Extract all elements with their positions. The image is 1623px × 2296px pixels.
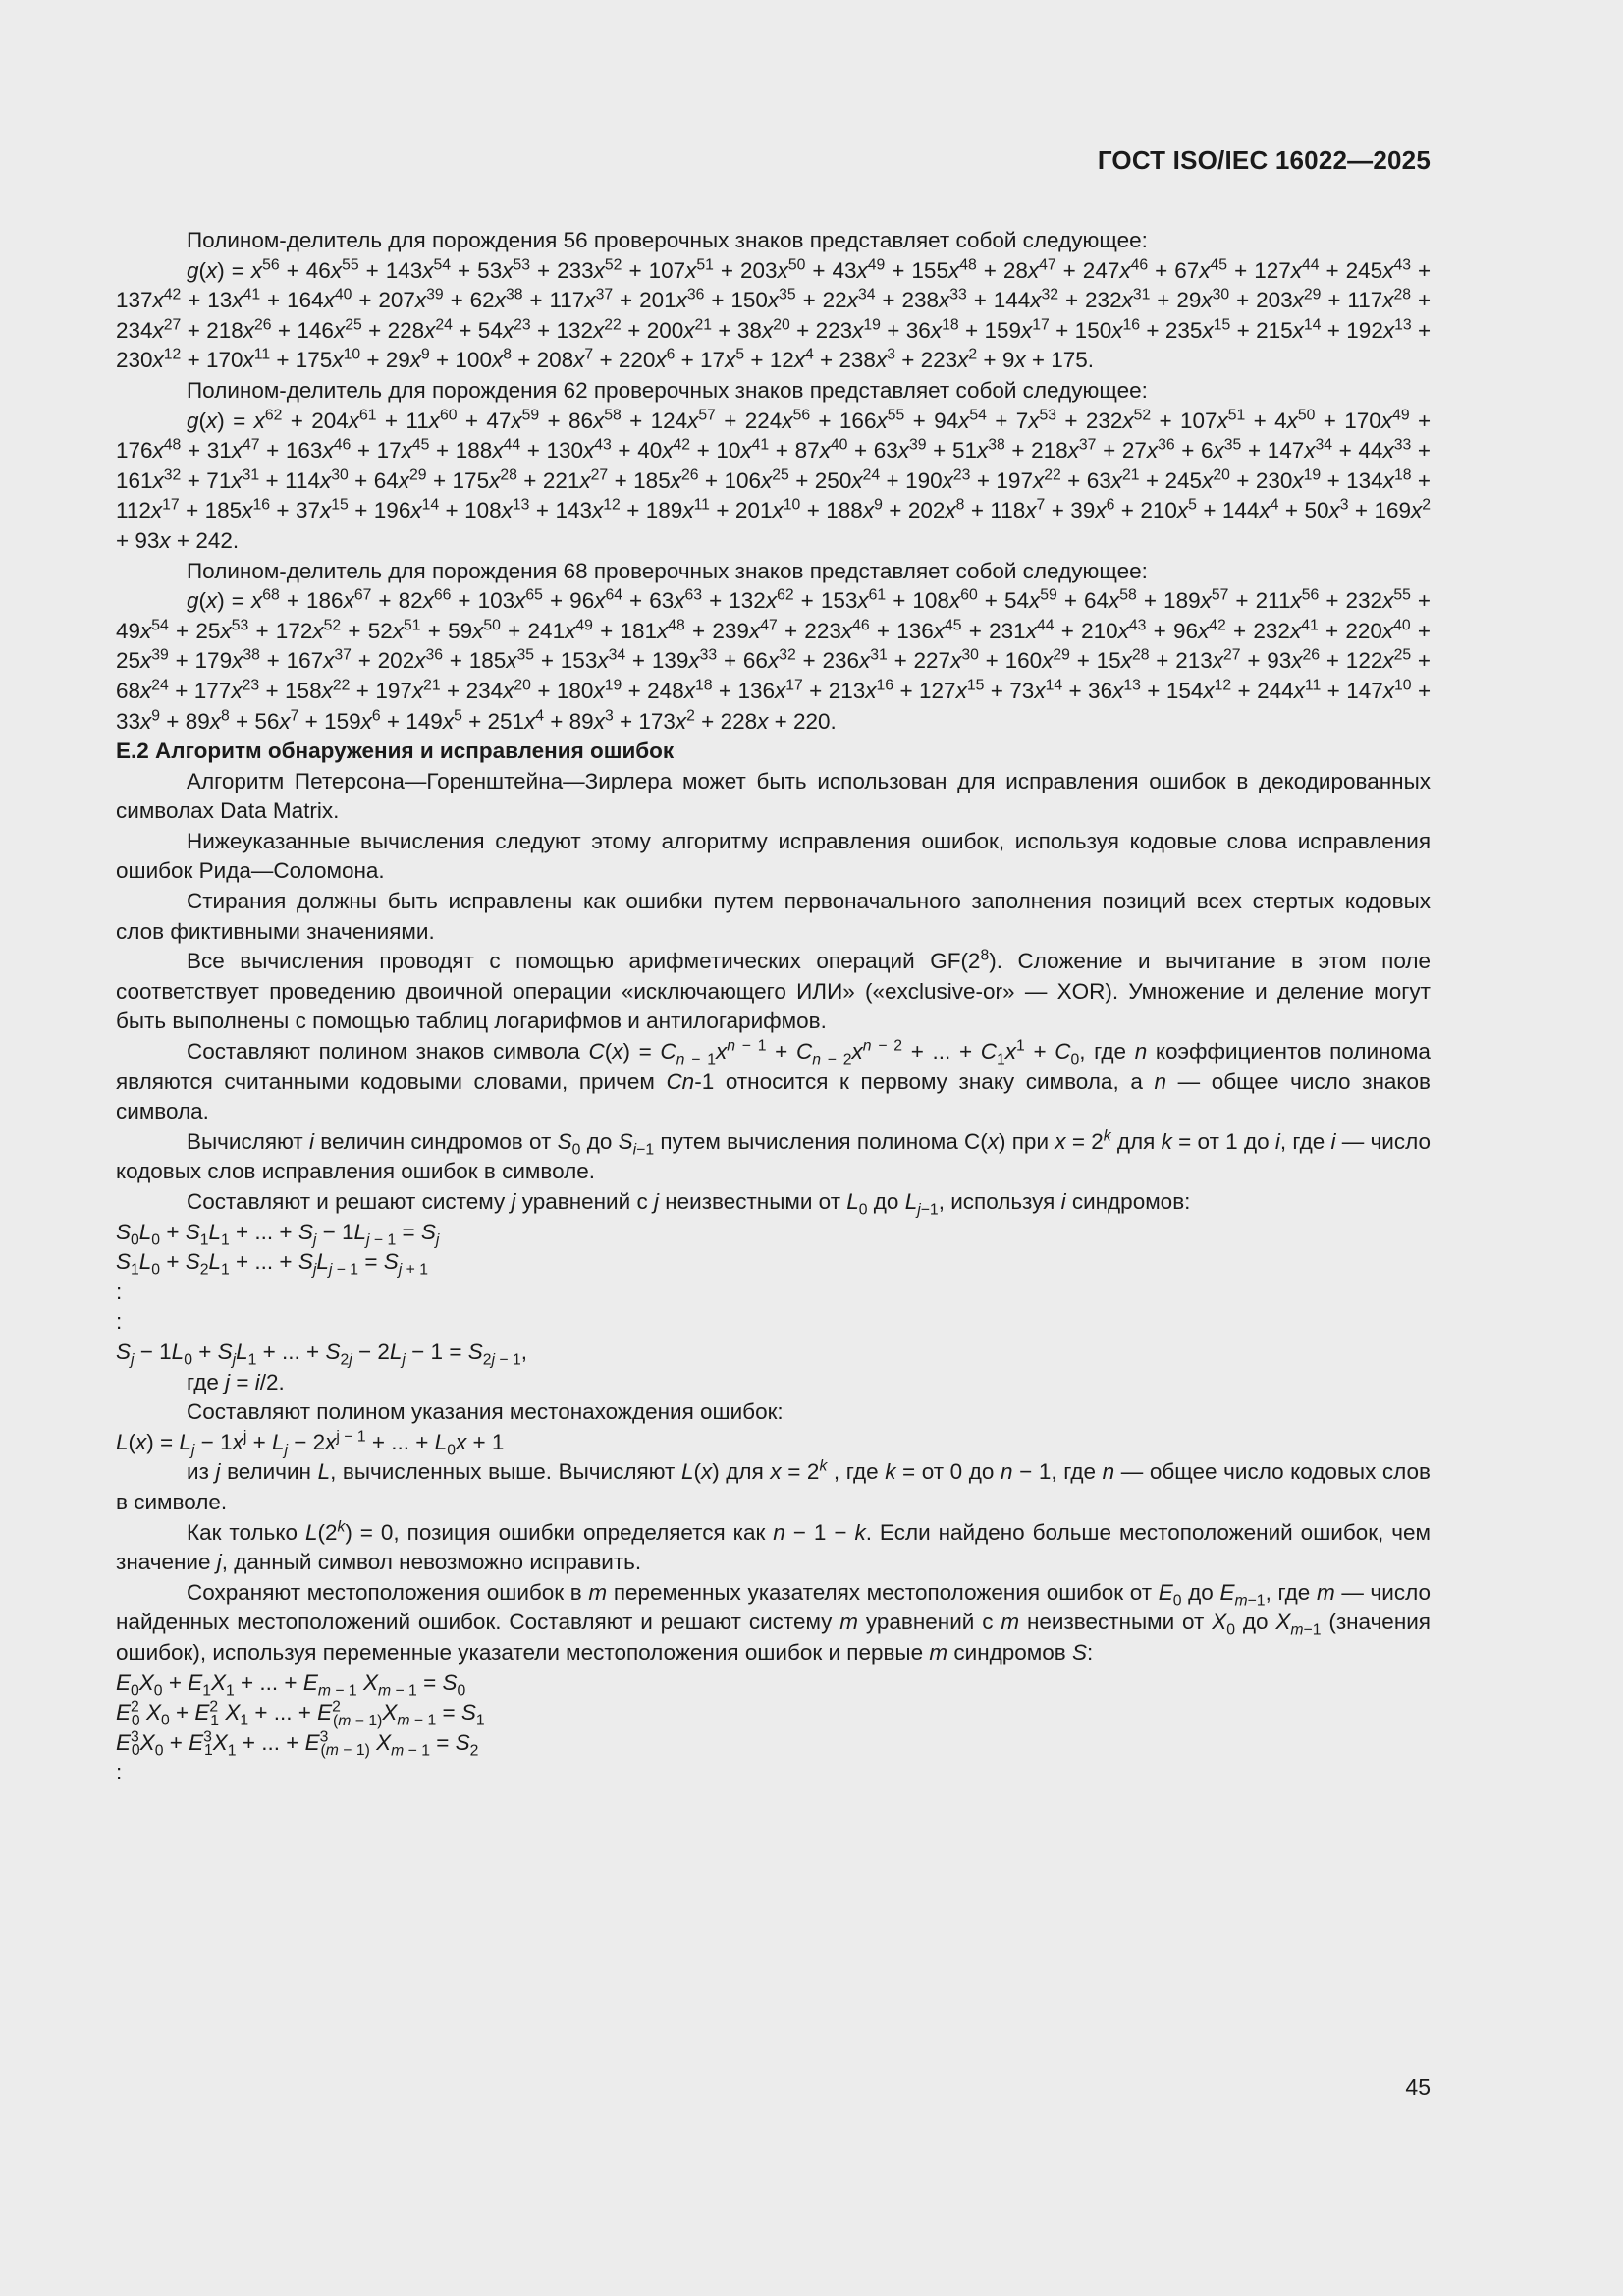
system-ellipsis-1: : <box>116 1279 123 1304</box>
p56-intro: Полином-делитель для порождения 56 проверочных знаков представляет собой следующее: <box>187 228 1148 252</box>
system2-line-1: $E_0X_0 + E_1X_1$ + ... + $E_{m - 1}$ $X_{m - 1} = S_0$ <box>116 1669 466 1699</box>
system-ellipsis-2: : <box>116 1309 123 1335</box>
para-symbol-polynomial: Составляют полином знаков символа $C(x) = C_{n - 1}x^{n - 1} + C_{n - 2}x^{n - 2}$ + ... + $C_1x^1 + C_0$, где n коэффициентов полинома являются считанными кодовыми словами, причем Cn-1 относится к первому знаку символа, а n — общее число знаков символа. <box>116 1037 1431 1124</box>
standard-header: ГОСТ ISO/IEC 16022—2025 <box>1097 145 1431 175</box>
para-algorithm: Алгоритм Петерсона—Горенштейна—Зирлера может быть использован для исправления ошибок в декодированных символах Data Matrix. <box>116 768 1431 824</box>
system2-ellipsis: : <box>116 1760 123 1785</box>
para-calculations: Нижеуказанные вычисления следуют этому алгоритму исправления ошибок, используя кодовые слова исправления ошибок Рида—Соломона. <box>116 828 1431 884</box>
p62-formula: g(x) = $x^{62} + 204x^{61} + 11x^{60} + 47x^{59} + 86x^{58} + 124x^{57} + 224x^{56} + 166x^{55} + 94x^{54} + 7x^{53} + 232x^{52} + 107x^{51} + 4x^{50} + 170x^{49} + 176x^{48} + 31x^{47} + 163x^{46} + 17x^{45} + 188x^{44} + 130x^{43} + 40x^{42} + 10x^{41} + 87x^{40} + 63x^{39} + 51x^{38} + 218x^{37} + 27x^{36} + 6x^{35} + 147x^{34} + 44x^{33} + 161x^{32}$ + $71x^{31} + 114x^{30} + 64x^{29} + 175x^{28} + 221x^{27} + 185x^{26} + 106x^{25} + 250x^{24} + 190x^{23} + 197x^{22} + 63x^{21} + 245x^{20} + 230x^{19} + 134x^{18} + 112x^{17} + 185x^{16} + 37x^{15} + 196x^{14} + 108x^{13} + 143x^{12} + 189x^{11} + 201x^{10} + 188x^9 + 202x^8 + 118x^7 + 39x^6 + 210x^5 + 144x^4 + 50x^3 + 169x^2 + 93x$ + 242. <box>116 407 1432 553</box>
para-locator: Составляют полином указания местонахождения ошибок: <box>187 1399 784 1425</box>
page-number: 45 <box>1405 2074 1431 2100</box>
locator-formula: $L(x) = L_j - 1x^j + L_j - 2x^{j - 1}$ + ... + $L_0x + 1$ <box>116 1428 505 1459</box>
para-evaluate-locator: из j величин L, вычисленных выше. Вычисляют L(x) для $x = 2^k$ , где k = от 0 до n − 1, где n — общее число кодовых слов в символе. <box>116 1457 1432 1514</box>
system2-line-2: $E^2_0$ $X_0 + E^2_1$ $X_1$ + ... + $E^2_{(m - 1)}X_{m - 1} = S_1$ <box>116 1698 485 1729</box>
document-body <box>116 226 1431 1788</box>
system-line-1: $S_0L_0 + S_1L_1$ + ... + $S_j - 1L_{j - 1} = S_j$ <box>116 1219 440 1249</box>
p56-formula: g(x) = $x^{56} + 46x^{55} + 143x^{54} + 53x^{53} + 233x^{52} + 107x^{51} + 203x^{50} + 43x^{49} + 155x^{48} + 28x^{47} + 247x^{46} + 67x^{45} + 127x^{44} + 245x^{43} + 137x^{42} + 13x^{41} + 164x^{40} + 207x^{39} + 62x^{38} + 117x^{37} + 201x^{36} + 150x^{35} + 22x^{34} + 238x^{33} + 144x^{32} + 232x^{31} + 29x^{30} + 203x^{29} + 117x^{28} + 234x^{27} + 218x^{26}$ + $146x^{25} + 228x^{24} + 54x^{23} + 132x^{22} + 200x^{21} + 38x^{20} + 223x^{19} + 36x^{18} + 159x^{17} + 150x^{16} + 235x^{15} + 215x^{14} + 192x^{13} + 230x^{12} + 170x^{11} + 175x^{10} + 29x^9 + 100x^8 + 208x^7 + 220x^6 + 17x^5 + 12x^4 + 238x^3 + 223x^2 + 9x + 175$. <box>116 256 1432 373</box>
para-erasures: Стирания должны быть исправлены как ошибки путем первоначального заполнения позиций всех стертых кодовых слов фиктивными значениями. <box>116 889 1431 944</box>
system2-line-3: $E^3_0X_0 + E^3_1X_1$ + ... + $E^3_{(m - 1)}$ $X_{m - 1} = S_2$ <box>116 1728 479 1760</box>
para-error-position: Как только $L(2^k) = 0$, позиция ошибки определяется как n − 1 − k. Если найдено больше местоположений ошибок, чем значение j, данный символ невозможно исправить. <box>116 1518 1431 1575</box>
where-j: где j = i/2. <box>187 1369 285 1394</box>
p62-intro: Полином-делитель для порождения 62 проверочных знаков представляет собой следующее: <box>187 377 1148 403</box>
system-line-2: $S_1L_0 + S_2L_1$ + ... + $S_jL_{j - 1} = S_{j + 1}$ <box>116 1249 428 1279</box>
p68-intro: Полином-делитель для порождения 68 проверочных знаков представляет собой следующее: <box>187 558 1148 583</box>
para-gf: Все вычисления проводят с помощью арифметических операций $GF(2^8)$. Сложение и вычитание в этом поле соответствует проведению двоичной операции «исключающего ИЛИ» («exclusive-or» — XOR). Умножение и деление могут быть выполнены с помощью таблиц логарифмов и антилогарифмов. <box>116 947 1431 1034</box>
para-error-values: Сохраняют местоположения ошибок в m переменных указателях местоположения ошибок от $E_0$ до $E_{m-1}$, где m — число найденных местоположений ошибок. Составляют и решают систему m уравнений с m неизвестными от $X_0$ до $X_{m-1}$ (значения ошибок), используя переменные указатели местоположения ошибок и первые m синдромов S: <box>116 1579 1431 1665</box>
para-syndromes: Вычисляют i величин синдромов от $S_0$ до $S_{i-1}$ путем вычисления полинома C(x) при $x = 2^k$ для k = от 1 до i, где i — число кодовых слов исправления ошибок в символе. <box>116 1127 1431 1184</box>
system-line-3: $S_j - 1L_0 + S_jL_1$ + ... + $S_{2j} - 2L_j - 1 = S_{2j - 1}$, <box>116 1339 527 1369</box>
section-heading-e2: Е.2 Алгоритм обнаружения и исправления ошибок <box>116 738 675 764</box>
p68-formula: g(x) = $x^{68} + 186x^{67} + 82x^{66} + 103x^{65} + 96x^{64} + 63x^{63} + 132x^{62} + 153x^{61} + 108x^{60} + 54x^{59} + 64x^{58} + 189x^{57} + 211x^{56} + 232x^{55} + 49x^{54} + 25x^{53} + 172x^{52} + 52x^{51} + 59x^{50} + 241x^{49} + 181x^{48} + 239x^{47} + 223x^{46} + 136x^{45} + 231x^{44} + 210x^{43} + 96x^{42} + 232x^{41} + 220x^{40} + 25x^{39} + 179x^{38}$ + $167x^{37} + 202x^{36} + 185x^{35} + 153x^{34} + 139x^{33} + 66x^{32} + 236x^{31} + 227x^{30} + 160x^{29} + 15x^{28} + 213x^{27} + 93x^{26} + 122x^{25} + 68x^{24} + 177x^{23} + 158x^{22} + 197x^{21} + 234x^{20} + 180x^{19} + 248x^{18} + 136x^{17} + 213x^{16} + 127x^{15} + 73x^{14} + 36x^{13} + 154x^{12} + 244x^{11} + 147x^{10} + 33x^9 + 89x^8 + 56x^7$ + $159x^6 + 149x^5 + 251x^4 + 89x^3 + 173x^2 + 228x + 220$. <box>116 586 1432 734</box>
para-system-j: Составляют и решают систему j уравнений с j неизвестными от $L_0$ до $L_{j-1}$, используя i синдромов: <box>187 1189 1191 1219</box>
